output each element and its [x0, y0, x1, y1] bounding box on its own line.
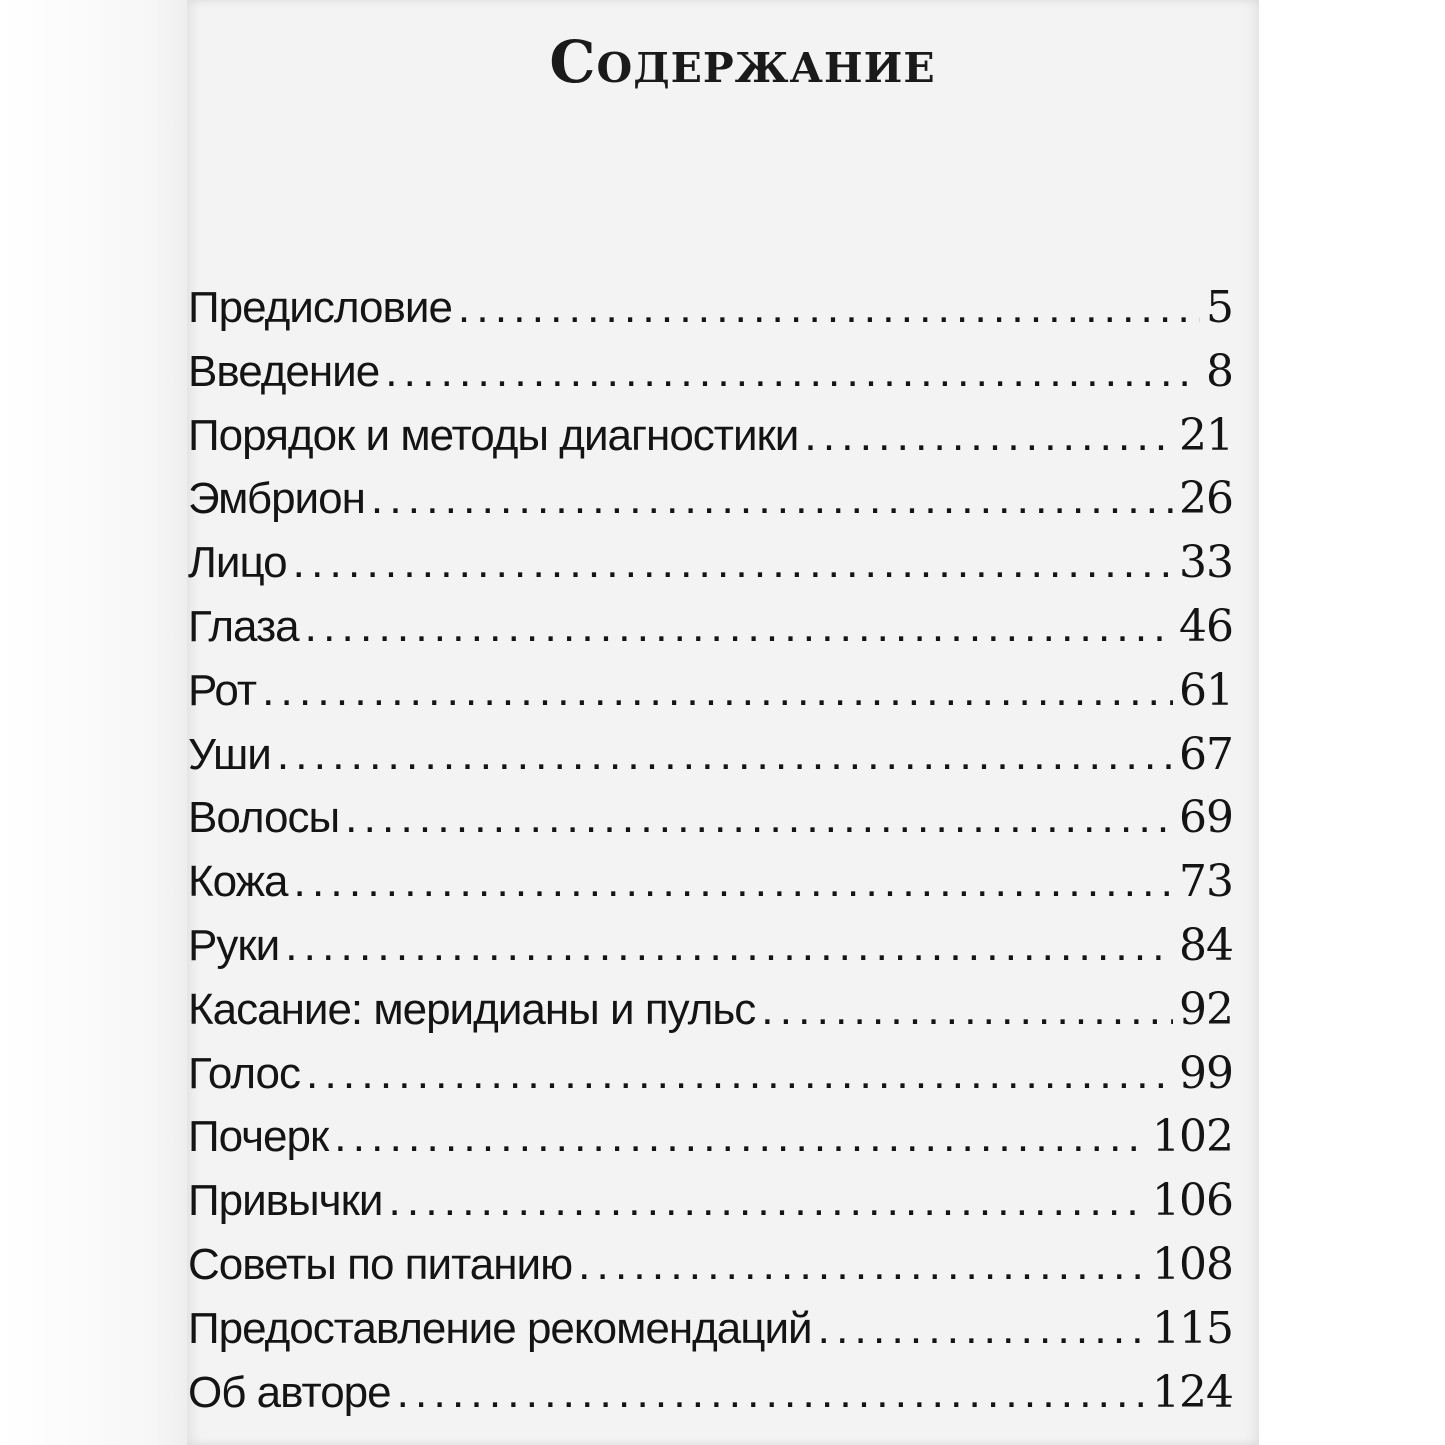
toc-dot-leader — [804, 411, 1173, 461]
toc-dot-leader — [293, 538, 1173, 588]
toc-entry-title: Предоставление рекомендаций — [188, 1303, 812, 1353]
toc-entry — [188, 984, 1233, 1048]
toc-entry-title: Кожа — [188, 857, 288, 907]
toc-entry — [188, 856, 1233, 920]
toc-entry-page-number: 61 — [1179, 664, 1233, 716]
toc-dot-leader — [334, 1112, 1146, 1162]
toc-entry-title: Уши — [188, 729, 271, 779]
toc-entry-title: Волосы — [188, 793, 340, 843]
toc-dot-leader — [761, 985, 1173, 1035]
toc-entry-page-number: 84 — [1179, 919, 1233, 971]
toc-entry-title: Порядок и методы диагностики — [188, 410, 799, 460]
toc-dot-leader — [385, 347, 1200, 397]
toc-dot-leader — [294, 857, 1173, 907]
toc-entry-title: Введение — [188, 346, 380, 396]
toc-entry — [188, 1239, 1233, 1303]
toc-entry — [188, 729, 1233, 793]
toc-entry-page-number: 102 — [1152, 1111, 1233, 1163]
page-margin-right — [1259, 0, 1445, 1445]
toc-entry-page-number: 108 — [1152, 1238, 1233, 1290]
toc-entry-page-number: 67 — [1179, 728, 1233, 780]
toc-entry — [188, 537, 1233, 601]
toc-entry — [188, 282, 1233, 346]
toc-entry-title: Голос — [188, 1048, 301, 1098]
page-margin-left — [0, 0, 187, 1445]
toc-entry-page-number: 92 — [1179, 983, 1233, 1035]
toc-entry — [188, 346, 1233, 410]
toc-entry-title: Почерк — [188, 1112, 329, 1162]
toc-entry-page-number: 33 — [1179, 537, 1233, 589]
toc-dot-leader — [818, 1304, 1146, 1354]
toc-dot-leader — [277, 730, 1173, 780]
page-title: Содержание — [549, 28, 936, 96]
toc-entry — [188, 792, 1233, 856]
toc-entry-page-number: 115 — [1152, 1302, 1233, 1354]
toc-entry-page-number: 124 — [1152, 1366, 1233, 1418]
toc-entry — [188, 601, 1233, 665]
toc-entry-title: Предисловие — [188, 283, 452, 332]
toc-entry — [188, 1175, 1233, 1239]
toc-entry-page-number: 26 — [1179, 473, 1233, 525]
toc-entry-page-number: 99 — [1179, 1047, 1233, 1099]
toc-entry-title: Руки — [188, 920, 280, 970]
toc-dot-leader — [285, 921, 1173, 971]
toc-dot-leader — [306, 1049, 1173, 1099]
toc-entry — [188, 665, 1233, 729]
toc-entry-page-number: 21 — [1179, 409, 1233, 461]
toc-entry-page-number: 5 — [1206, 282, 1233, 333]
toc-dot-leader — [345, 793, 1173, 843]
toc-entry-title: Рот — [188, 665, 257, 715]
toc-entry-page-number: 8 — [1206, 345, 1233, 397]
toc-entry — [188, 473, 1233, 537]
toc-dot-leader — [397, 1368, 1146, 1418]
toc-entry — [188, 410, 1233, 474]
toc-entry-title: Об авторе — [188, 1367, 391, 1417]
toc-entry — [188, 1303, 1233, 1367]
toc-dot-leader — [578, 1240, 1146, 1290]
toc-entry-title: Привычки — [188, 1176, 383, 1226]
toc-entry-title: Касание: меридианы и пульс — [188, 984, 756, 1034]
toc-dot-leader — [388, 1176, 1146, 1226]
toc-entry-title: Глаза — [188, 601, 299, 651]
toc-dot-leader — [458, 283, 1200, 333]
toc-entry — [188, 1111, 1233, 1175]
table-of-contents — [188, 282, 1233, 1430]
toc-entry-page-number: 46 — [1179, 600, 1233, 652]
toc-dot-leader — [371, 474, 1173, 524]
toc-entry — [188, 1048, 1233, 1112]
toc-entry-title: Эмбрион — [188, 474, 365, 524]
toc-dot-leader — [262, 666, 1173, 716]
toc-entry-page-number: 69 — [1179, 792, 1233, 844]
toc-entry-page-number: 73 — [1179, 856, 1233, 908]
toc-entry-title: Лицо — [188, 538, 287, 588]
toc-dot-leader — [305, 602, 1173, 652]
toc-entry — [188, 1367, 1233, 1431]
toc-entry — [188, 920, 1233, 984]
toc-entry-page-number: 106 — [1152, 1175, 1233, 1227]
toc-entry-title: Советы по питанию — [188, 1239, 573, 1289]
